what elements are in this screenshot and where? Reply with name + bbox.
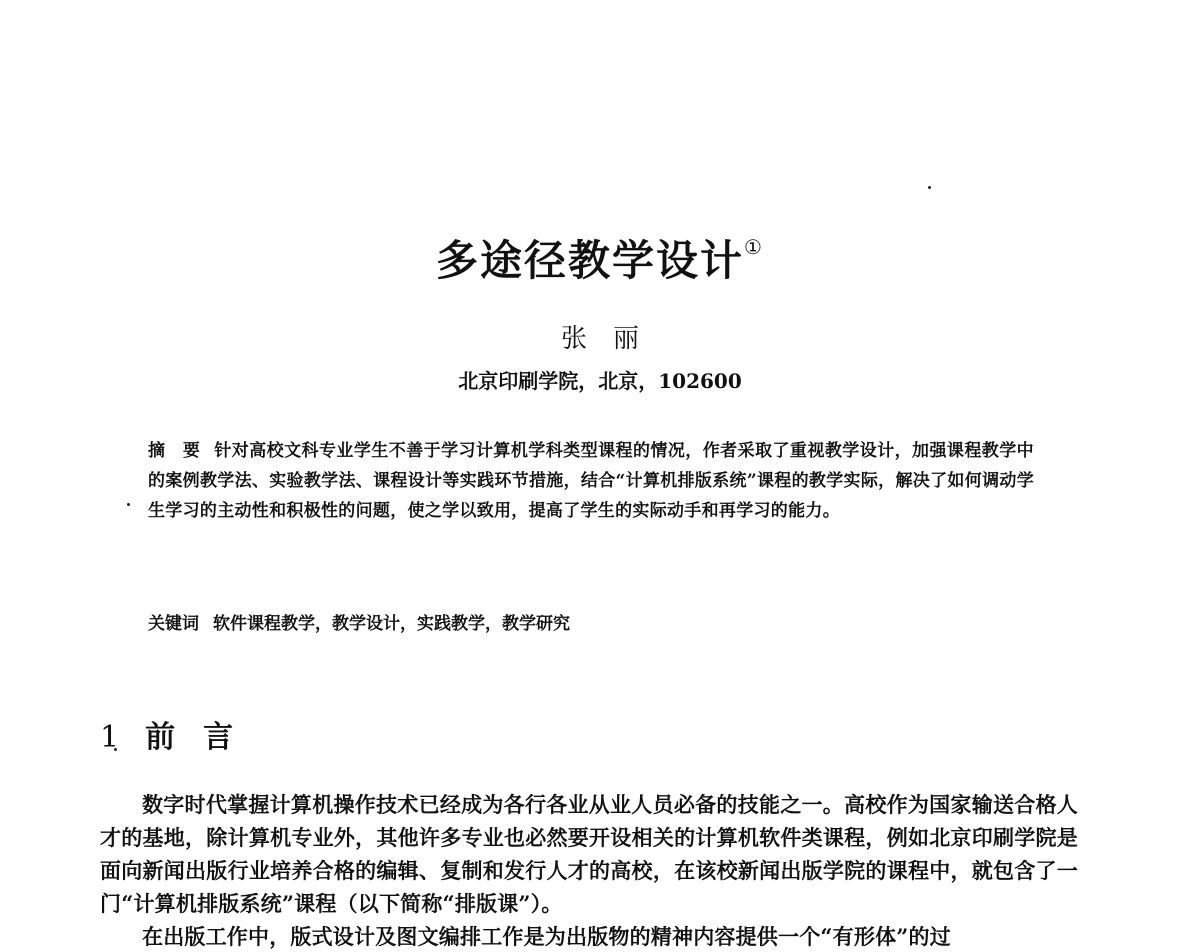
abstract bbox=[148, 436, 1034, 526]
section-title: 前言 bbox=[145, 720, 262, 755]
keywords-label: 关键词 bbox=[148, 614, 199, 634]
author-name: 张 丽 bbox=[560, 324, 639, 354]
paragraph: 数字时代掌握计算机操作技术已经成为各行各业从业人员必备的技能之一。高校作为国家输送合格人才的基地，除计算机专业外，其他许多专业也必然要开设相关的计算机软件类课程，例如北京印刷学院是面向新闻出版行业培养合格的编辑、复制和发行人才的高校，在该校新闻出版学院的课程中，就包含了一门“计算机排版系统”课程（以下简称“排版课”）。 bbox=[100, 792, 1078, 916]
section-number: 1 bbox=[100, 720, 120, 755]
section-heading bbox=[100, 712, 261, 756]
title-footnote-mark: ① bbox=[744, 235, 764, 259]
abstract-text: 针对高校文科专业学生不善于学习计算机学科类型课程的情况，作者采取了重视教学设计，加强课程教学中的案例教学法、实验教学法、课程设计等实践环节措施，结合“计算机排版系统”课程的教学实际，解决了如何调动学生学习的主动性和积极性的问题，使之学以致用，提高了学生的实际动手和再学习的能力。 bbox=[148, 441, 1034, 521]
paper-title bbox=[0, 228, 1200, 288]
body-text bbox=[100, 788, 1078, 952]
scan-speck bbox=[127, 503, 130, 506]
paper-title-text: 多途径教学设计 bbox=[436, 236, 745, 285]
keywords-text: 软件课程教学，教学设计，实践教学，教学研究 bbox=[213, 614, 570, 634]
abstract-label: 摘 要 bbox=[148, 441, 201, 461]
scan-speck bbox=[928, 186, 931, 189]
author-affiliation: 北京印刷学院，北京，102600 bbox=[458, 369, 742, 393]
keywords bbox=[148, 609, 1034, 634]
paragraph: 在出版工作中，版式设计及图文编排工作是为出版物的精神内容提供一个“有形体”的过 bbox=[142, 924, 951, 949]
